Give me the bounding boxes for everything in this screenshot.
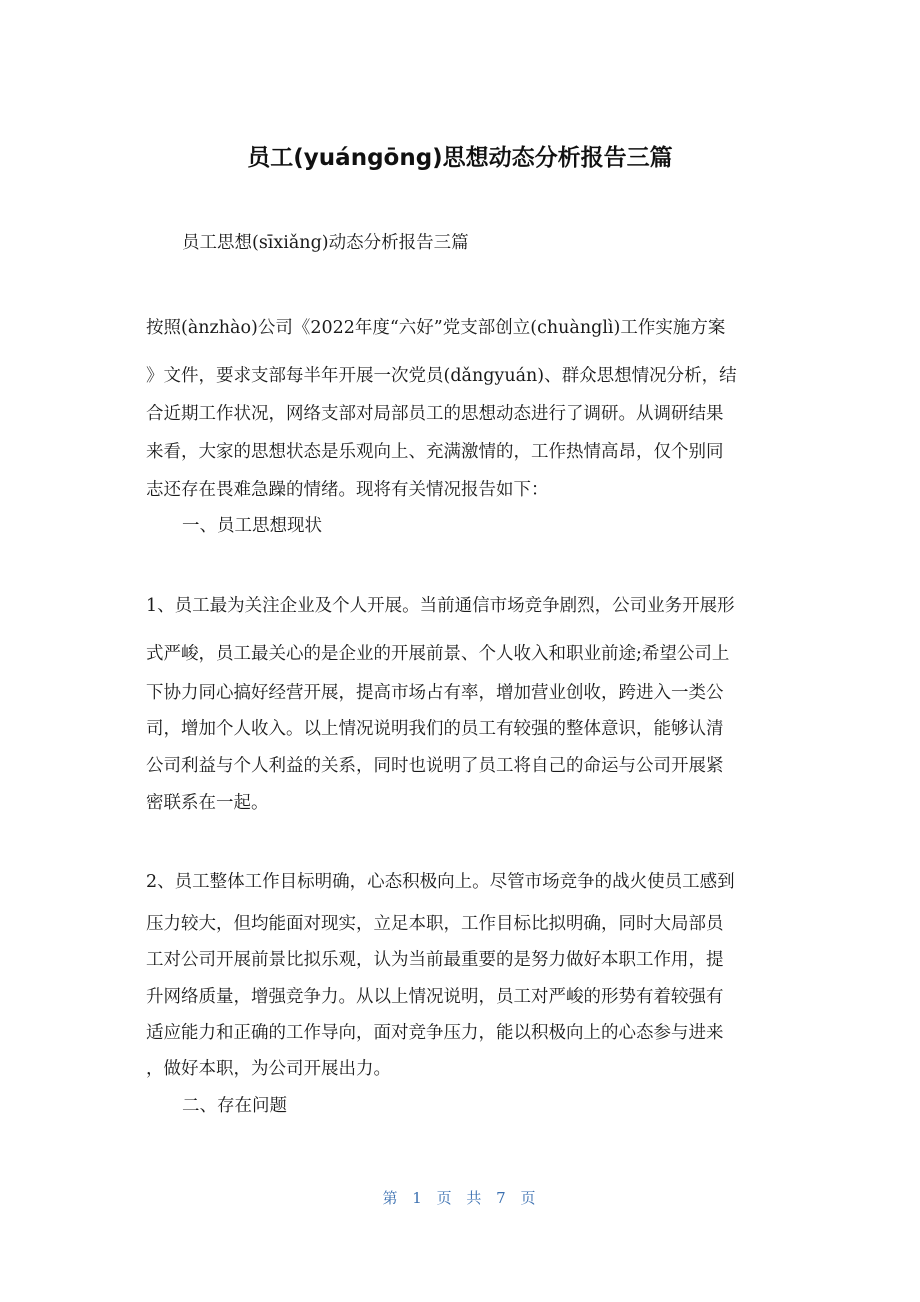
section-heading: 一、员工思想现状 xyxy=(182,516,322,536)
paragraph-line: 1、员工最为关注企业及个人开展。当前通信市场竞争剧烈，公司业务开展形 xyxy=(146,596,735,616)
paragraph-line: 式严峻，员工最关心的是企业的开展前景、个人收入和职业前途;希望公司上 xyxy=(146,644,730,664)
intro-line: 》文件，要求支部每半年开展一次党员(dǎngyuán)、群众思想情况分析，结 xyxy=(146,366,737,386)
intro-line: 志还存在畏难急躁的情绪。现将有关情况报告如下： xyxy=(146,480,549,500)
paragraph-line: ，做好本职，为公司开展出力。 xyxy=(146,1059,391,1079)
document-title: 员工(yuángōng)思想动态分析报告三篇 xyxy=(247,145,673,171)
section-heading: 二、存在问题 xyxy=(182,1096,287,1116)
paragraph-line: 2、员工整体工作目标明确，心态积极向上。尽管市场竞争的战火使员工感到 xyxy=(146,872,735,892)
document-subtitle: 员工思想(sīxiǎng)动态分析报告三篇 xyxy=(182,233,469,253)
paragraph-line: 压力较大，但均能面对现实，立足本职，工作目标比拟明确，同时大局部员 xyxy=(146,914,724,934)
paragraph-line: 适应能力和正确的工作导向，面对竞争压力，能以积极向上的心态参与进来 xyxy=(146,1023,724,1043)
intro-line: 来看，大家的思想状态是乐观向上、充满激情的，工作热情高昂，仅个别同 xyxy=(146,442,724,462)
intro-line: 按照(ànzhào)公司《2022年度“六好”党支部创立(chuànglì)工作实施方案 xyxy=(146,318,726,338)
page-number: 第 1 页 共 7 页 xyxy=(382,1189,538,1207)
paragraph-line: 升网络质量，增强竞争力。从以上情况说明，员工对严峻的形势有着较强有 xyxy=(146,987,724,1007)
paragraph-line: 司，增加个人收入。以上情况说明我们的员工有较强的整体意识，能够认清 xyxy=(146,719,724,739)
paragraph-line: 密联系在一起。 xyxy=(146,793,269,813)
paragraph-line: 公司利益与个人利益的关系，同时也说明了员工将自己的命运与公司开展紧 xyxy=(146,756,724,776)
paragraph-line: 下协力同心搞好经营开展，提高市场占有率，增加营业创收，跨进入一类公 xyxy=(146,683,724,703)
intro-line: 合近期工作状况，网络支部对局部员工的思想动态进行了调研。从调研结果 xyxy=(146,404,724,424)
paragraph-line: 工对公司开展前景比拟乐观，认为当前最重要的是努力做好本职工作用，提 xyxy=(146,950,724,970)
